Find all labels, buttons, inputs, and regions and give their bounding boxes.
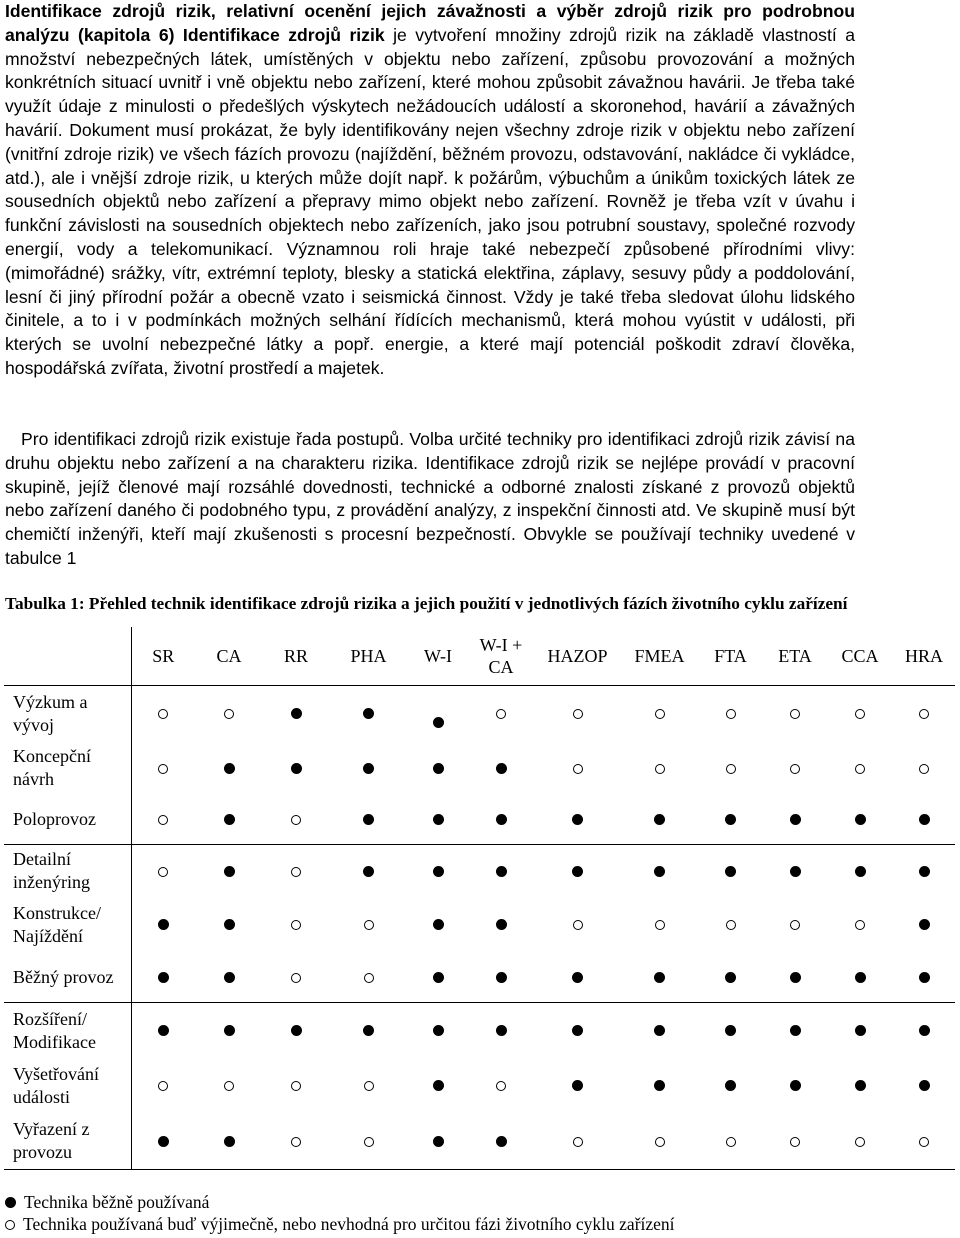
hollow-circle-icon [919, 1137, 929, 1147]
table-cell [329, 1113, 408, 1170]
filled-circle-icon [433, 866, 444, 877]
table-cell [468, 897, 534, 952]
table-cell [698, 1003, 763, 1059]
table-caption: Tabulka 1: Přehled technik identifikace zdrojů rizika a jejich použití v jednotlivých fázích životního cyklu zařízení [5, 594, 848, 613]
table-cell [827, 686, 893, 742]
column-header: HRA [893, 627, 955, 686]
table-cell [763, 845, 827, 898]
table-cell [534, 686, 621, 742]
table-cell [131, 1058, 195, 1113]
hollow-circle-icon [919, 709, 929, 719]
filled-circle-icon [224, 919, 235, 930]
table-row [4, 795, 955, 845]
filled-circle-icon [158, 919, 169, 930]
column-header: PHA [329, 627, 408, 686]
table-cell [893, 845, 955, 898]
table-cell [263, 741, 329, 795]
table-cell [408, 952, 468, 1003]
hollow-circle-icon [224, 1081, 234, 1091]
filled-circle-icon [363, 708, 374, 719]
filled-circle-icon [433, 763, 444, 774]
filled-circle-icon [496, 972, 507, 983]
hollow-circle-icon [496, 709, 506, 719]
table-cell [263, 1113, 329, 1170]
table-cell [263, 1003, 329, 1059]
table-cell [131, 741, 195, 795]
table-cell [621, 1003, 698, 1059]
hollow-circle-icon [291, 920, 301, 930]
table-cell [195, 1003, 263, 1059]
column-header: CCA [827, 627, 893, 686]
table-cell [195, 741, 263, 795]
hollow-circle-icon [790, 764, 800, 774]
table-cell [534, 897, 621, 952]
hollow-circle-icon [291, 973, 301, 983]
filled-circle-icon [855, 1080, 866, 1091]
table-cell [131, 845, 195, 898]
table-cell [827, 897, 893, 952]
filled-circle-icon [919, 866, 930, 877]
table-cell [408, 1113, 468, 1170]
table-cell [698, 897, 763, 952]
table-cell [763, 897, 827, 952]
table-row [4, 741, 955, 795]
filled-circle-icon [654, 814, 665, 825]
table-cell [827, 845, 893, 898]
table-cell [827, 1058, 893, 1113]
table-cell [621, 897, 698, 952]
table-cell [698, 952, 763, 1003]
filled-circle-icon [919, 814, 930, 825]
table-cell [763, 686, 827, 742]
hollow-circle-icon [919, 764, 929, 774]
filled-circle-icon [363, 814, 374, 825]
filled-circle-icon [572, 972, 583, 983]
filled-circle-icon [496, 1025, 507, 1036]
legend-hollow [5, 1214, 905, 1235]
table-cell [763, 1113, 827, 1170]
hollow-circle-icon [573, 764, 583, 774]
filled-circle-icon [855, 1025, 866, 1036]
filled-circle-icon [433, 1025, 444, 1036]
table-cell [534, 795, 621, 845]
table-cell [763, 1003, 827, 1059]
hollow-circle-icon [790, 920, 800, 930]
table-cell [468, 795, 534, 845]
table-cell [131, 795, 195, 845]
table-cell [534, 1113, 621, 1170]
hollow-circle-icon [573, 1137, 583, 1147]
hollow-circle-icon [224, 709, 234, 719]
table-cell [534, 952, 621, 1003]
table-row [4, 952, 955, 1003]
filled-circle-icon [919, 919, 930, 930]
column-header: W-I [408, 627, 468, 686]
filled-circle-icon [855, 866, 866, 877]
row-label: Vyšetřování události [4, 1058, 131, 1113]
intro-text: je vytvoření množiny zdrojů rizik na základě vlastností a množství nebezpečných látek, umístěných v objektu nebo zařízení, způsobu provozování a možných konkrétních situací uvnitř i vně objektu nebo zařízení, které mohou způsobit závažnou havárii. Je třeba také využít údaje z minulosti o předešlých výskytech nežádoucích událostí a skoronehod, havárií a závažných havárií. Dokument musí prokázat, že byly identifikovány nejen všechny zdroje rizik v objektu nebo zařízení (vnitřní zdroje rizik) ve všech fázích provozu (najíždění, běžném provozu, odstavování, nakládce či vykládce, atd.), ale i vnější zdroje rizik, u kterých může dojít např. k požárům, výbuchům a únikům toxických látek ze sousedních objektů nebo zařízení a přepravy mimo objekt nebo zařízení. Rovněž je třeba vzít v úvahu i funkční závislosti na sousedních objektech nebo zařízeních, jako jsou potrubní soustavy, společné rozvody energií, vody a telekomunikací. Významnou roli hraje také nebezpečí způsobené přírodními vlivy: (mimořádné) srážky, vítr, extrémní teploty, blesky a statická elektřina, záplavy, sesuvy půdy a poddolování, lesní či jiný přírodní požár a obecně vzato i seismická činnost. Vždy je také třeba sledovat úlohu lidského činitele, a to i v podmínkách možných selhání řídících mechanismů, která mohou vyústit v události, při kterých se uvolní nebezpečné látky a popř. energie, a které mají potenciál poškodit zdraví člověka, hospodářská zvířata, životní prostředí a majetek. [5, 24, 855, 378]
filled-circle-icon [224, 866, 235, 877]
hollow-circle-icon [726, 709, 736, 719]
hollow-circle-icon [496, 1081, 506, 1091]
header-corner [4, 627, 131, 686]
hollow-circle-icon [655, 920, 665, 930]
filled-circle-icon [224, 814, 235, 825]
table-cell [893, 1113, 955, 1170]
table-cell [131, 897, 195, 952]
table-cell [893, 741, 955, 795]
row-label: Vyřazení z provozu [4, 1113, 131, 1170]
table-cell [534, 1058, 621, 1113]
table-cell [468, 1003, 534, 1059]
table-cell [195, 795, 263, 845]
table-cell [468, 741, 534, 795]
table-cell [827, 952, 893, 1003]
table-cell [263, 952, 329, 1003]
hollow-circle-icon [364, 1137, 374, 1147]
table-cell [534, 845, 621, 898]
row-label: Poloprovoz [4, 795, 131, 845]
table-cell [468, 1113, 534, 1170]
filled-circle-icon [496, 866, 507, 877]
filled-circle-icon [158, 1136, 169, 1147]
table-cell [131, 1113, 195, 1170]
table-cell [827, 1113, 893, 1170]
table-cell [534, 1003, 621, 1059]
filled-circle-icon [496, 763, 507, 774]
filled-circle-icon [224, 1025, 235, 1036]
table-cell [621, 741, 698, 795]
filled-circle-icon [496, 919, 507, 930]
hollow-circle-icon [855, 1137, 865, 1147]
table-row [4, 845, 955, 898]
table-cell [263, 1058, 329, 1113]
table-cell [329, 795, 408, 845]
filled-circle-icon [433, 717, 444, 728]
table-cell [468, 845, 534, 898]
filled-circle-icon [790, 814, 801, 825]
hollow-circle-icon [158, 764, 168, 774]
table-cell [763, 741, 827, 795]
table-cell [468, 686, 534, 742]
table-cell [408, 741, 468, 795]
table-cell [698, 1058, 763, 1113]
column-header: SR [131, 627, 195, 686]
intro-heading: Identifikace zdrojů rizik, relativní ocenění jejich závažnosti a výběr zdrojů rizik pro podrobnou analýzu (kapitola 6) Identifikace zdrojů rizik [5, 1, 855, 45]
hollow-circle-icon [158, 867, 168, 877]
filled-circle-icon [654, 1025, 665, 1036]
table-row [4, 1113, 955, 1170]
hollow-circle-icon [855, 920, 865, 930]
table-cell [827, 741, 893, 795]
hollow-circle-icon [655, 709, 665, 719]
table-cell [893, 897, 955, 952]
filled-circle-icon [496, 1136, 507, 1147]
filled-circle-icon [363, 866, 374, 877]
filled-circle-icon [433, 814, 444, 825]
table-row [4, 897, 955, 952]
hollow-circle-icon [726, 1137, 736, 1147]
table-cell [827, 1003, 893, 1059]
table-cell [698, 741, 763, 795]
techniques-paragraph [5, 428, 855, 571]
filled-circle-icon [919, 972, 930, 983]
table-row [4, 1058, 955, 1113]
filled-circle-icon [725, 1025, 736, 1036]
table-cell [329, 741, 408, 795]
column-header: W-I + CA [468, 627, 534, 686]
table-cell [621, 1113, 698, 1170]
table-cell [763, 952, 827, 1003]
hollow-circle-icon [5, 1220, 15, 1230]
table-cell [408, 1003, 468, 1059]
filled-circle-icon [919, 1080, 930, 1091]
table-cell [195, 897, 263, 952]
table-cell [329, 952, 408, 1003]
filled-circle-icon [855, 814, 866, 825]
table-cell [893, 795, 955, 845]
table-cell [329, 845, 408, 898]
filled-circle-icon [433, 1136, 444, 1147]
filled-circle-icon [158, 972, 169, 983]
column-header: ETA [763, 627, 827, 686]
table-cell [621, 686, 698, 742]
row-label: Výzkum a vývoj [4, 686, 131, 742]
hollow-circle-icon [573, 920, 583, 930]
table-cell [195, 845, 263, 898]
row-label: Detailní inženýring [4, 845, 131, 898]
table-cell [408, 1058, 468, 1113]
table-cell [621, 845, 698, 898]
filled-circle-icon [725, 814, 736, 825]
table-cell [698, 795, 763, 845]
hollow-circle-icon [855, 764, 865, 774]
table-cell [263, 686, 329, 742]
hollow-circle-icon [158, 1081, 168, 1091]
hollow-circle-icon [726, 764, 736, 774]
table-cell [468, 952, 534, 1003]
table-cell [263, 795, 329, 845]
hollow-circle-icon [790, 1137, 800, 1147]
row-label: Konstrukce/ Najíždění [4, 897, 131, 952]
filled-circle-icon [790, 1080, 801, 1091]
table-cell [329, 1058, 408, 1113]
table-cell [195, 1113, 263, 1170]
table-cell [698, 845, 763, 898]
filled-circle-icon [224, 1136, 235, 1147]
table-cell [195, 1058, 263, 1113]
table-cell [329, 897, 408, 952]
table-cell [408, 897, 468, 952]
hollow-circle-icon [573, 709, 583, 719]
column-header: FTA [698, 627, 763, 686]
filled-circle-icon [790, 866, 801, 877]
hollow-circle-icon [364, 920, 374, 930]
filled-circle-icon [433, 972, 444, 983]
filled-circle-icon [725, 866, 736, 877]
table-cell [131, 686, 195, 742]
table-cell [195, 686, 263, 742]
table-cell [468, 1058, 534, 1113]
column-header: FMEA [621, 627, 698, 686]
hollow-circle-icon [291, 1081, 301, 1091]
legend-full-text: Technika běžně používaná [24, 1192, 210, 1212]
techniques-table [4, 627, 955, 1170]
table-cell [763, 795, 827, 845]
filled-circle-icon [725, 1080, 736, 1091]
column-header: CA [195, 627, 263, 686]
hollow-circle-icon [158, 815, 168, 825]
filled-circle-icon [433, 1080, 444, 1091]
row-label: Koncepční návrh [4, 741, 131, 795]
table-cell [408, 686, 468, 742]
table-cell [263, 897, 329, 952]
filled-circle-icon [158, 1025, 169, 1036]
hollow-circle-icon [291, 1137, 301, 1147]
table-row [4, 686, 955, 742]
filled-circle-icon [291, 763, 302, 774]
legend-full [5, 1192, 905, 1213]
table-cell [263, 845, 329, 898]
hollow-circle-icon [655, 764, 665, 774]
table-cell [621, 952, 698, 1003]
hollow-circle-icon [364, 973, 374, 983]
filled-circle-icon [433, 919, 444, 930]
filled-circle-icon [790, 1025, 801, 1036]
table-cell [893, 952, 955, 1003]
filled-circle-icon [572, 1025, 583, 1036]
row-label: Běžný provoz [4, 952, 131, 1003]
table-cell [621, 795, 698, 845]
filled-circle-icon [572, 866, 583, 877]
table-row [4, 1003, 955, 1059]
techniques-paragraph-text: Pro identifikaci zdrojů rizik existuje řada postupů. Volba určité techniky pro identifikaci zdrojů rizik závisí na druhu objektu nebo zařízení a na charakteru rizika. Identifikace zdrojů rizik se nejlépe provádí v pracovní skupině, jejíž členové mají rozsáhlé dovednosti, technické a odborné znalosti získané z provozů objektů nebo zařízení daného či podobného typu, z provádění analýzy, z inspekční činnosti atd. Ve skupině musí být chemičtí inženýři, kteří mají zkušenosti s procesní bezpečností. Obvykle se používají techniky uvedené v tabulce 1 [5, 429, 855, 568]
filled-circle-icon [572, 1080, 583, 1091]
filled-circle-icon [363, 1025, 374, 1036]
table-cell [408, 845, 468, 898]
filled-circle-icon [291, 708, 302, 719]
hollow-circle-icon [655, 1137, 665, 1147]
table-cell [893, 1003, 955, 1059]
table-cell [329, 686, 408, 742]
hollow-circle-icon [158, 709, 168, 719]
filled-circle-icon [5, 1197, 16, 1208]
intro-paragraph [5, 0, 855, 381]
filled-circle-icon [224, 763, 235, 774]
table-cell [131, 952, 195, 1003]
hollow-circle-icon [855, 709, 865, 719]
row-label: Rozšíření/ Modifikace [4, 1003, 131, 1059]
filled-circle-icon [654, 972, 665, 983]
filled-circle-icon [363, 763, 374, 774]
hollow-circle-icon [726, 920, 736, 930]
filled-circle-icon [855, 972, 866, 983]
table-cell [698, 1113, 763, 1170]
filled-circle-icon [224, 972, 235, 983]
filled-circle-icon [654, 1080, 665, 1091]
filled-circle-icon [496, 814, 507, 825]
hollow-circle-icon [790, 709, 800, 719]
filled-circle-icon [725, 972, 736, 983]
filled-circle-icon [654, 866, 665, 877]
legend-hollow-text: Technika používaná buď výjimečně, nebo nevhodná pro určitou fázi životního cyklu zařízení [23, 1214, 675, 1234]
column-header: RR [263, 627, 329, 686]
table-cell [131, 1003, 195, 1059]
table-cell [827, 795, 893, 845]
hollow-circle-icon [291, 867, 301, 877]
filled-circle-icon [919, 1025, 930, 1036]
table-cell [329, 1003, 408, 1059]
filled-circle-icon [790, 972, 801, 983]
table-cell [698, 686, 763, 742]
table-cell [621, 1058, 698, 1113]
table-cell [408, 795, 468, 845]
filled-circle-icon [291, 1025, 302, 1036]
column-header: HAZOP [534, 627, 621, 686]
table-cell [534, 741, 621, 795]
hollow-circle-icon [291, 815, 301, 825]
table-cell [195, 952, 263, 1003]
filled-circle-icon [572, 814, 583, 825]
table-cell [893, 686, 955, 742]
hollow-circle-icon [364, 1081, 374, 1091]
table-cell [763, 1058, 827, 1113]
table-cell [893, 1058, 955, 1113]
